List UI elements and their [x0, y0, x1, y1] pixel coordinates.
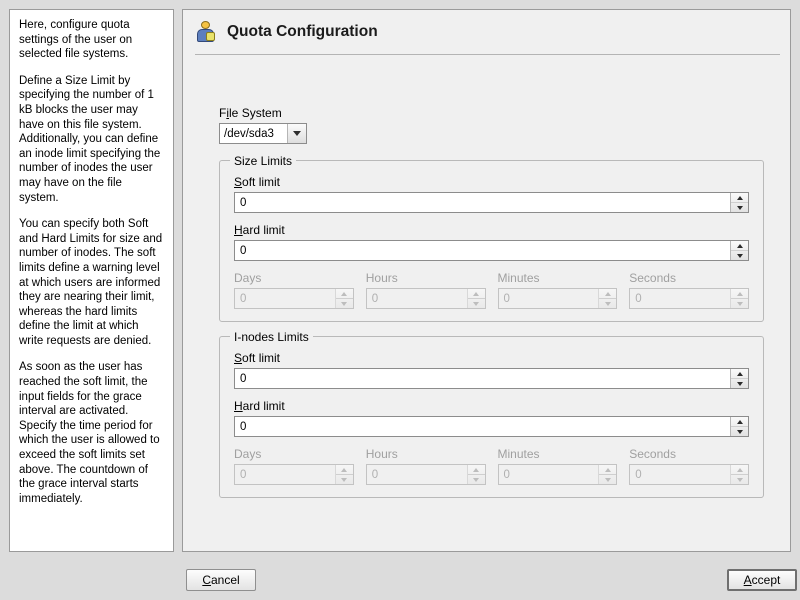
quota-form	[219, 106, 764, 498]
inode-grace-hours-spinner	[366, 464, 486, 485]
spinner-up-icon	[336, 465, 353, 475]
help-paragraph-2: Define a Size Limit by specifying the number of 1 kB blocks the user may have on this file system. Additionally, you can define an inode limit specifying the number of inodes the user may have on the file system.	[19, 74, 161, 204]
inode-limits-group	[219, 330, 764, 498]
inode-soft-limit-label: Soft limit	[234, 351, 281, 365]
inode-soft-limit-field	[234, 351, 749, 389]
spinner-up-icon	[468, 465, 485, 475]
size-soft-limit-stepper[interactable]	[730, 193, 748, 212]
spinner-down-icon	[336, 299, 353, 308]
inode-hard-limit-input[interactable]: 0	[240, 421, 247, 433]
help-paragraph-4: As soon as the user has reached the soft limit, the input fields for the grace interval are activated. Specify the time period for which the user is allowed to exceed the soft limits set above. The countdown of the grace interval starts immediately.	[19, 361, 160, 505]
inode-grace-hours-label: Hours	[365, 447, 398, 461]
spinner-up-icon	[599, 465, 616, 475]
spinner-down-icon	[599, 475, 616, 484]
size-grace-seconds-input: 0	[635, 293, 642, 305]
size-grace-minutes-field	[498, 271, 618, 309]
file-system-label: File System	[219, 106, 282, 120]
spinner-up-icon	[731, 465, 748, 475]
spinner-down-icon[interactable]	[731, 379, 748, 388]
size-grace-hours-input: 0	[371, 293, 379, 305]
spinner-up-icon	[336, 289, 353, 299]
inode-soft-limit-spinner[interactable]	[234, 368, 749, 389]
inode-grace-seconds-input: 0	[635, 469, 642, 481]
inode-grace-interval-row	[234, 447, 749, 485]
inode-grace-seconds-field	[629, 447, 749, 485]
size-grace-hours-field	[366, 271, 486, 309]
help-paragraph-1: Here, configure quota settings of the user on selected file systems.	[19, 19, 133, 61]
inode-grace-days-input: 0	[240, 469, 247, 481]
inode-hard-limit-label: Hard limit	[234, 399, 285, 413]
chevron-down-icon[interactable]	[287, 124, 306, 143]
inode-grace-seconds-spinner	[629, 464, 749, 485]
size-grace-days-field	[234, 271, 354, 309]
size-grace-minutes-label: Minutes	[497, 271, 540, 285]
help-panel	[9, 9, 174, 552]
help-paragraph-3: You can specify both Soft and Hard Limits for size and number of inodes. The soft limits define a warning level at which users are informed they are nearing their limit, whereas the hard limits define the limit at which write requests are denied.	[19, 218, 163, 347]
accept-button[interactable]: A ccept	[727, 569, 797, 591]
spinner-up-icon	[731, 289, 748, 299]
spinner-up-icon	[599, 289, 616, 299]
page-header	[183, 10, 790, 54]
header-divider	[195, 54, 780, 55]
inode-grace-minutes-input: 0	[503, 469, 510, 481]
inode-hard-limit-spinner[interactable]	[234, 416, 749, 437]
spinner-down-icon	[599, 299, 616, 308]
spinner-down-icon[interactable]	[731, 427, 748, 436]
size-grace-days-spinner	[234, 288, 354, 309]
inode-grace-seconds-label: Seconds	[629, 447, 676, 461]
spinner-down-icon	[468, 475, 485, 484]
size-hard-limit-field	[234, 223, 749, 261]
spinner-up-icon[interactable]	[731, 193, 748, 203]
inode-grace-minutes-spinner	[498, 464, 618, 485]
size-grace-hours-spinner	[366, 288, 486, 309]
inode-grace-hours-input: 0	[371, 469, 379, 481]
inode-soft-limit-stepper[interactable]	[730, 369, 748, 388]
size-grace-days-input: 0	[240, 293, 247, 305]
inode-grace-days-stepper	[335, 465, 353, 484]
size-grace-hours-label: Hours	[365, 271, 398, 285]
inode-hard-limit-field	[234, 399, 749, 437]
size-hard-limit-input[interactable]: 0	[240, 245, 247, 257]
spinner-up-icon[interactable]	[731, 417, 748, 427]
spinner-down-icon	[336, 475, 353, 484]
size-limits-group	[219, 154, 764, 322]
file-system-value: /dev/sda3	[224, 128, 274, 140]
inode-grace-hours-field	[366, 447, 486, 485]
size-grace-minutes-input: 0	[503, 293, 510, 305]
spinner-down-icon[interactable]	[731, 203, 748, 212]
size-grace-seconds-label: Seconds	[629, 271, 676, 285]
user-key-icon	[195, 21, 217, 43]
inode-limits-group-title: I-nodes Limits	[230, 330, 313, 344]
inode-grace-hours-stepper	[467, 465, 485, 484]
inode-soft-limit-input[interactable]: 0	[240, 373, 247, 385]
spinner-down-icon	[468, 299, 485, 308]
size-hard-limit-spinner[interactable]	[234, 240, 749, 261]
size-grace-seconds-stepper	[730, 289, 748, 308]
size-grace-days-label: Days	[234, 271, 262, 285]
spinner-up-icon	[468, 289, 485, 299]
inode-grace-days-spinner	[234, 464, 354, 485]
spinner-down-icon	[731, 299, 748, 308]
cancel-button[interactable]: C ancel	[186, 569, 256, 591]
size-soft-limit-field	[234, 175, 749, 213]
spinner-up-icon[interactable]	[731, 241, 748, 251]
content-panel	[182, 9, 791, 552]
inode-grace-minutes-label: Minutes	[497, 447, 540, 461]
size-grace-days-stepper	[335, 289, 353, 308]
spinner-up-icon[interactable]	[731, 369, 748, 379]
size-soft-limit-spinner[interactable]	[234, 192, 749, 213]
inode-hard-limit-stepper[interactable]	[730, 417, 748, 436]
page-title: Quota Configuration	[227, 23, 378, 40]
size-grace-seconds-spinner	[629, 288, 749, 309]
spinner-down-icon[interactable]	[731, 251, 748, 260]
size-grace-seconds-field	[629, 271, 749, 309]
inode-grace-seconds-stepper	[730, 465, 748, 484]
size-hard-limit-stepper[interactable]	[730, 241, 748, 260]
size-grace-minutes-stepper	[598, 289, 616, 308]
size-grace-minutes-spinner	[498, 288, 618, 309]
spinner-down-icon	[731, 475, 748, 484]
size-soft-limit-label: Soft limit	[234, 175, 281, 189]
file-system-select[interactable]	[219, 123, 307, 144]
size-hard-limit-label: Hard limit	[234, 223, 285, 237]
inode-grace-minutes-stepper	[598, 465, 616, 484]
size-limits-group-title: Size Limits	[230, 154, 296, 168]
size-soft-limit-input[interactable]: 0	[240, 197, 247, 209]
size-grace-interval-row	[234, 271, 749, 309]
inode-grace-minutes-field	[498, 447, 618, 485]
inode-grace-days-field	[234, 447, 354, 485]
inode-grace-days-label: Days	[234, 447, 262, 461]
size-grace-hours-stepper	[467, 289, 485, 308]
